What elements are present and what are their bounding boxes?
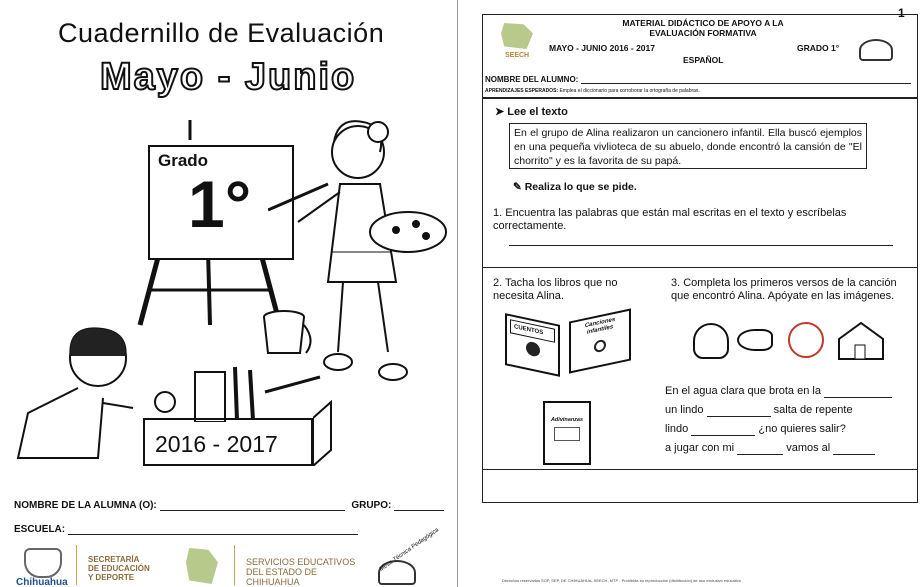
learning-expected <box>485 88 700 94</box>
verse-1-text: En el agua clara que brota en la <box>665 385 821 397</box>
worksheet-header <box>482 14 918 98</box>
logo-divider <box>76 545 77 585</box>
student-name-line <box>160 500 345 511</box>
fish-icon <box>737 329 773 351</box>
school-years: 2016 - 2017 <box>155 431 278 457</box>
verse-4b-text: vamos al <box>786 442 831 454</box>
book-canciones[interactable] <box>569 308 631 373</box>
footer-note: Derechos reservados SOP, SEP, DE CHIHUAHUA, SEECH, MTP - Prohibida su reproducción (distribución) de uso exclusivo educativo <box>502 578 741 583</box>
group-label: GRUPO: <box>351 500 392 511</box>
worksheet-page <box>462 0 923 587</box>
fountain-icon <box>693 323 729 359</box>
verse-3a-text: lindo <box>665 423 689 435</box>
secretaria-logo-text: SECRETARÍA DE EDUCACIÓN Y DEPORTE <box>88 555 150 582</box>
book-adivinanzas-title: Adivinanzas <box>550 417 584 423</box>
section-divider <box>483 267 917 268</box>
question-3: 3. Completa los primeros versos de la canción que encontró Alina. Apóyate en las imágenes. <box>671 277 897 302</box>
reading-text-box: En el grupo de Alina realizaron un cancionero infantil. Ella buscó ejemplos en una pequeña vivlioteca de su abuelo, donde encontró la cansión de "El chorrito" y es la favorita de su papá. <box>509 123 867 169</box>
question-1: 1. Encuentra las palabras que están mal escritas en el texto y escríbelas correctamente. <box>493 207 847 232</box>
verse-line-1 <box>665 385 892 398</box>
mesa-tecnica-logo-icon <box>859 39 893 61</box>
grade-value: 1° <box>188 167 252 241</box>
pencil-icon: ✎ <box>513 181 525 193</box>
verse-4a-text: a jugar con mi <box>665 442 735 454</box>
cover-title: Cuadernillo de Evaluación <box>58 18 385 48</box>
paint-bucket-icon <box>262 305 317 360</box>
seech-label: SEECH <box>505 52 530 59</box>
arrow-icon: ➤ <box>495 106 508 118</box>
school-line <box>68 524 358 535</box>
page-number: 1 <box>898 6 905 20</box>
task-heading-text: Realiza lo que se pide. <box>524 181 637 193</box>
house-icon <box>835 319 887 361</box>
learning-label: APRENDIZAJES ESPERADOS: <box>485 88 559 94</box>
group-line <box>394 500 444 511</box>
verse-1-blank[interactable] <box>824 387 892 398</box>
box-side <box>313 388 333 466</box>
book-cuentos-title: CUENTOS <box>510 319 555 343</box>
verse-line-4 <box>665 442 875 455</box>
seech-map-icon <box>186 548 218 584</box>
student-name-field[interactable] <box>14 500 444 511</box>
verse-line-2 <box>665 404 853 417</box>
boy-illustration <box>8 318 138 468</box>
header-subject: ESPAÑOL <box>683 55 724 65</box>
bottom-divider <box>483 469 917 470</box>
mesa-tecnica-logo-text: Mesa Técnica Pedagógica <box>378 527 441 573</box>
header-title: MATERIAL DIDÁCTICO DE APOYO A LA EVALUACIÓN FORMATIVA <box>622 18 784 38</box>
student-name-field[interactable] <box>485 75 911 84</box>
task-heading <box>513 181 637 193</box>
logo-divider-2 <box>234 545 235 585</box>
school-field[interactable] <box>14 524 358 535</box>
verse-4b-blank[interactable] <box>833 444 875 455</box>
verse-2-blank[interactable] <box>707 406 771 417</box>
grade-label: Grado <box>158 151 209 170</box>
verse-line-3 <box>665 423 846 436</box>
book-adivinanzas-art <box>554 427 580 441</box>
student-name-line <box>581 75 911 84</box>
learning-text: Emplea el diccionario para corroborar la ortografía de palabras. <box>559 88 700 94</box>
book-cuentos-art <box>526 341 540 358</box>
header-period: MAYO - JUNIO 2016 - 2017 <box>549 43 655 53</box>
verse-3b-text: ¿no quieres salir? <box>758 423 846 435</box>
worksheet-body <box>482 98 918 503</box>
chihuahua-logo-text: Chihuahua <box>16 577 68 587</box>
seech-map-icon <box>501 23 533 49</box>
services-logo-text: SERVICIOS EDUCATIVOS DEL ESTADO DE CHIHUAHUA <box>246 557 356 587</box>
read-heading-text: Lee el texto <box>507 106 568 118</box>
chihuahua-shield-icon <box>24 548 62 578</box>
book-adivinanzas[interactable] <box>543 401 591 465</box>
student-name-label: NOMBRE DEL ALUMNO: <box>485 75 579 84</box>
header-grade: GRADO 1° <box>797 43 840 53</box>
book-canciones-art <box>594 339 606 354</box>
question-2: 2. Tacha los libros que no necesita Alina. <box>493 277 618 302</box>
verse-4a-blank[interactable] <box>737 444 783 455</box>
ring-icon <box>788 322 824 358</box>
verse-3-blank[interactable] <box>691 425 755 436</box>
student-name-label: NOMBRE DE LA ALUMNA (O): <box>14 500 157 511</box>
read-heading <box>495 105 568 118</box>
years-box <box>143 418 313 466</box>
q1-answer-line[interactable] <box>509 245 893 246</box>
verse-2b-text: salta de repente <box>773 404 853 416</box>
school-label: ESCUELA: <box>14 524 66 535</box>
art-supplies-illustration <box>145 362 335 422</box>
book-canciones-title: Canciones infantiles <box>584 316 616 336</box>
book-cuentos[interactable] <box>505 313 560 377</box>
cover-months: Mayo - Junio <box>100 56 357 98</box>
verse-2a-text: un lindo <box>665 404 704 416</box>
cover-page <box>0 0 458 587</box>
